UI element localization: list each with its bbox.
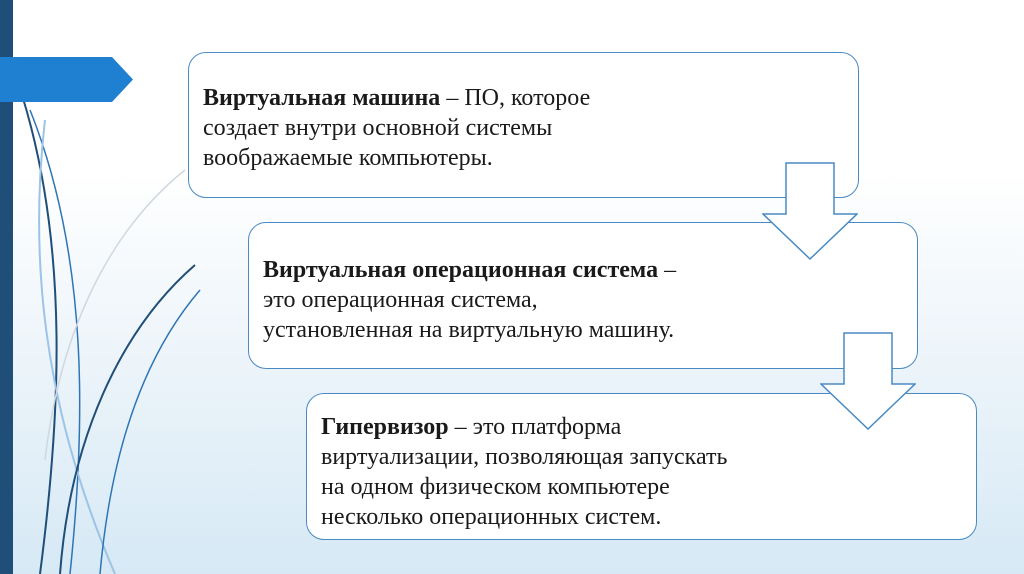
definition-line-3: воображаемые компьютеры. (203, 145, 493, 171)
definition-line-1: Виртуальная машина – ПО, которое (203, 85, 591, 111)
term-hypervisor: Гипервизор (321, 414, 449, 440)
definition-line-2: виртуализации, позволяющая запускать (321, 444, 728, 470)
term-virtual-os: Виртуальная операционная система (263, 257, 659, 283)
definition-line-1: Виртуальная операционная система – (263, 257, 677, 283)
definition-line-2: это операционная система, (263, 287, 538, 313)
down-arrow-icon (762, 162, 858, 260)
definition-line-3: установленная на виртуальную машину. (263, 317, 675, 343)
term-virtual-machine: Виртуальная машина (203, 85, 441, 111)
definition-line-3: на одном физическом компьютере (321, 474, 670, 500)
definition-line-4: несколько операционных систем. (321, 504, 662, 530)
down-arrow-icon (820, 332, 916, 430)
definition-line-2: создает внутри основной системы (203, 115, 553, 141)
title-tab-arrow (0, 57, 133, 102)
virtual-machine-definition-box (188, 52, 859, 198)
definition-line-1: Гипервизор – это платформа (321, 414, 622, 440)
